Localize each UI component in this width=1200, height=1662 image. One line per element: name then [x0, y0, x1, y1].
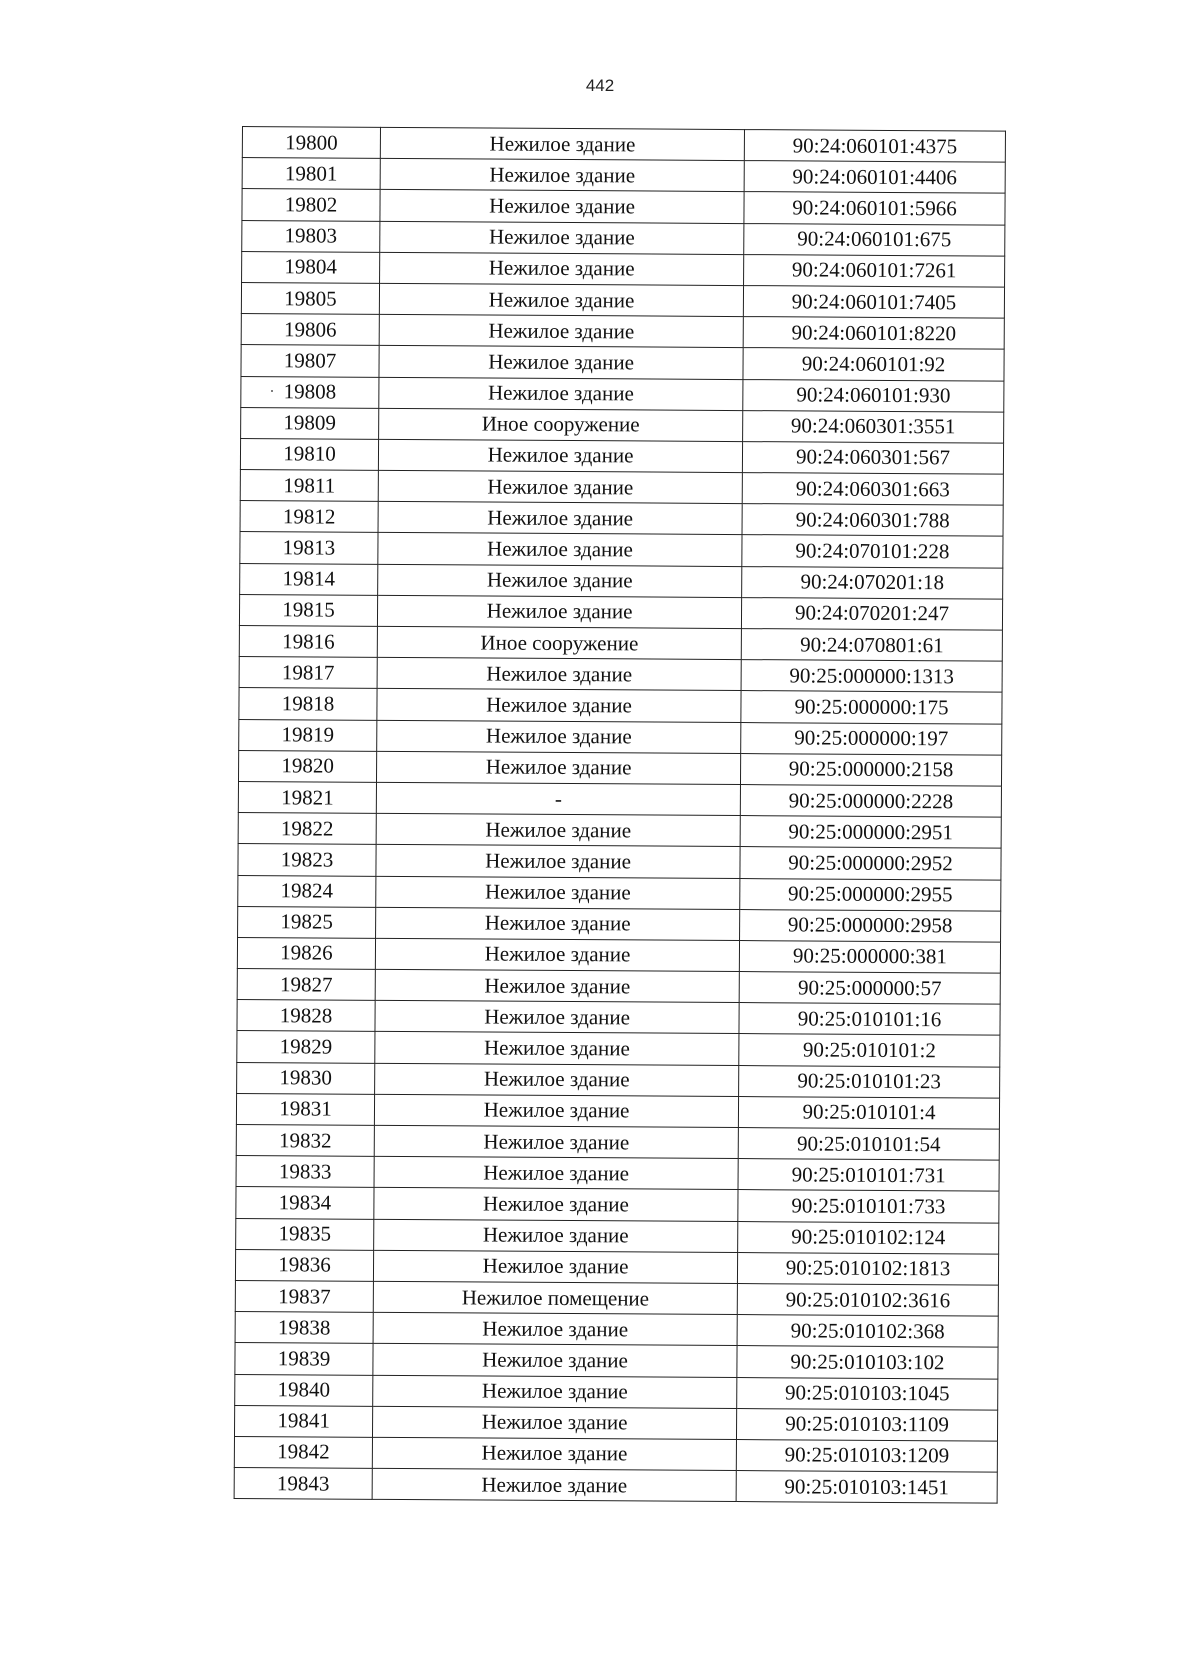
cadastral-number-cell: 90:25:010101:733 [738, 1190, 999, 1223]
object-type-cell: Нежилое здание [372, 1437, 736, 1470]
row-number-cell: 19827 [237, 969, 375, 1001]
cadastral-number-cell: 90:25:000000:2951 [740, 816, 1001, 849]
cadastral-number-cell: 90:25:010103:1209 [736, 1439, 997, 1472]
table-row [239, 719, 1002, 755]
table-row [237, 1062, 1000, 1098]
cadastral-number-cell: 90:24:060101:7261 [744, 254, 1005, 287]
cadastral-number-cell: 90:24:060301:567 [742, 441, 1003, 474]
row-number-cell: 19813 [240, 532, 378, 564]
row-number-cell: 19812 [240, 501, 378, 533]
object-type-cell: Нежилое здание [373, 1344, 737, 1377]
row-number-cell: 19805 [241, 282, 379, 314]
cadastral-number-cell: 90:25:010103:1451 [736, 1471, 997, 1504]
row-number-cell: 19818 [239, 688, 377, 720]
object-type-cell: Нежилое здание [380, 159, 744, 192]
row-number-cell: 19806 [241, 314, 379, 346]
object-type-cell: Нежилое здание [374, 1157, 738, 1190]
row-number-cell: 19836 [235, 1249, 373, 1281]
row-number-cell: 19830 [237, 1062, 375, 1094]
table-row [235, 1249, 998, 1285]
object-type-cell: Нежилое здание [378, 502, 742, 535]
cadastral-number-cell: 90:24:070801:61 [741, 629, 1002, 662]
cadastral-number-cell: 90:24:060101:7405 [743, 286, 1004, 319]
row-number-cell: 19825 [238, 906, 376, 938]
row-number-cell: 19820 [238, 750, 376, 782]
table-row [240, 470, 1003, 506]
table-row [240, 563, 1003, 599]
table-row [236, 1124, 999, 1160]
table-row [236, 1093, 999, 1129]
row-number-cell: 19831 [236, 1093, 374, 1125]
table-row [242, 158, 1005, 194]
row-number-cell: 19823 [238, 844, 376, 876]
table-row [242, 251, 1005, 287]
cadastral-number-cell: 90:25:010101:2 [739, 1034, 1000, 1067]
object-type-cell: Нежилое здание [376, 813, 740, 846]
cadastral-number-cell: 90:24:060101:675 [744, 223, 1005, 256]
cadastral-number-cell: 90:24:060101:4406 [744, 161, 1005, 194]
table-row [237, 969, 1000, 1005]
row-number-cell: 19803 [242, 220, 380, 252]
table-row [241, 407, 1004, 443]
cadastral-number-cell: 90:25:010101:54 [738, 1128, 999, 1161]
row-number-cell: 19839 [235, 1343, 373, 1375]
cadastral-number-cell: 90:24:060301:663 [742, 473, 1003, 506]
row-number-cell: 19816 [239, 625, 377, 657]
row-number-cell: 19807 [241, 345, 379, 377]
table-row [239, 657, 1002, 693]
object-type-cell: Нежилое здание [374, 1188, 738, 1221]
table-row [238, 750, 1001, 786]
object-type-cell: Нежилое здание [375, 1063, 739, 1096]
page-number: 442 [585, 76, 615, 95]
cadastral-number-cell: 90:24:060301:788 [742, 504, 1003, 537]
table-row [241, 376, 1004, 412]
row-number-cell: 19826 [237, 937, 375, 969]
row-number-cell: 19837 [235, 1280, 373, 1312]
table-row [237, 1000, 1000, 1036]
object-type-cell: Нежилое здание [380, 190, 744, 223]
object-type-cell: Иное сооружение [377, 626, 741, 659]
row-number-cell: 19835 [236, 1218, 374, 1250]
cadastral-number-cell: 90:25:010101:16 [739, 1003, 1000, 1036]
row-number-cell: 19809 [241, 407, 379, 439]
object-type-cell: Нежилое здание [377, 658, 741, 691]
cadastral-number-cell: 90:25:000000:175 [741, 691, 1002, 724]
cadastral-number-cell: 90:25:000000:197 [741, 722, 1002, 755]
table-row [240, 438, 1003, 474]
object-type-cell: - [376, 782, 740, 815]
row-number-cell: 19834 [236, 1187, 374, 1219]
row-number-cell: 19808 [241, 376, 379, 408]
object-type-cell: Нежилое здание [378, 439, 742, 472]
table-row [238, 875, 1001, 911]
object-type-cell: Нежилое здание [373, 1250, 737, 1283]
cadastral-number-cell: 90:25:010101:731 [738, 1159, 999, 1192]
row-number-cell: 19802 [242, 189, 380, 221]
cadastral-number-cell: 90:25:000000:2228 [740, 784, 1001, 817]
row-number-cell: 19841 [234, 1405, 372, 1437]
row-number-cell: 19810 [240, 438, 378, 470]
object-type-cell: Нежилое здание [374, 1125, 738, 1158]
object-type-cell: Нежилое здание [379, 283, 743, 316]
table-row [239, 625, 1002, 661]
row-number-cell: 19829 [237, 1031, 375, 1063]
object-type-cell: Нежилое здание [373, 1375, 737, 1408]
table-row [235, 1280, 998, 1316]
row-number-cell: 19824 [238, 875, 376, 907]
table-row [236, 1218, 999, 1254]
cadastral-number-cell: 90:24:060101:5966 [744, 192, 1005, 225]
cadastral-number-cell: 90:25:010103:1109 [737, 1408, 998, 1441]
cadastral-number-cell: 90:24:070201:247 [742, 597, 1003, 630]
cadastral-number-cell: 90:25:000000:2158 [741, 753, 1002, 786]
table-row [237, 1031, 1000, 1067]
table-row [235, 1312, 998, 1348]
object-type-cell: Нежилое здание [377, 689, 741, 722]
row-number-cell: 19819 [239, 719, 377, 751]
cadastral-number-cell: 90:25:010103:102 [737, 1346, 998, 1379]
row-number-cell: 19828 [237, 1000, 375, 1032]
object-type-cell: Нежилое здание [376, 876, 740, 909]
object-type-cell: Нежилое здание [373, 1312, 737, 1345]
row-number-cell: 19822 [238, 813, 376, 845]
table-row [242, 189, 1005, 225]
object-type-cell: Нежилое здание [378, 470, 742, 503]
table-row [234, 1436, 997, 1472]
object-type-cell: Нежилое здание [378, 533, 742, 566]
row-number-cell: 19804 [242, 251, 380, 283]
object-type-cell: Нежилое здание [374, 1094, 738, 1127]
table-row [238, 781, 1001, 817]
object-type-cell: Нежилое здание [379, 314, 743, 347]
row-number-cell: 19800 [242, 127, 380, 159]
cadastral-number-cell: 90:24:060101:8220 [743, 317, 1004, 350]
table-row [241, 345, 1004, 381]
table-row [241, 314, 1004, 350]
row-number-cell: 19815 [239, 594, 377, 626]
object-type-cell: Нежилое здание [379, 377, 743, 410]
object-type-cell: Нежилое здание [375, 938, 739, 971]
object-type-cell: Нежилое здание [375, 1032, 739, 1065]
cadastral-number-cell: 90:25:010102:3616 [737, 1283, 998, 1316]
cadastral-number-cell: 90:24:070201:18 [742, 566, 1003, 599]
table-row [238, 844, 1001, 880]
cadastral-number-cell: 90:25:010101:23 [739, 1065, 1000, 1098]
row-number-cell: 19843 [234, 1468, 372, 1500]
cadastral-number-cell: 90:25:000000:1313 [741, 660, 1002, 693]
row-number-cell: 19833 [236, 1156, 374, 1188]
table-row [240, 501, 1003, 537]
row-number-cell: 19817 [239, 657, 377, 689]
cadastral-number-cell: 90:25:000000:2952 [740, 847, 1001, 880]
row-number-cell: 19811 [240, 470, 378, 502]
table-row [237, 937, 1000, 973]
cadastral-number-cell: 90:25:010102:368 [737, 1315, 998, 1348]
registry-table [234, 126, 1006, 1504]
table-row [240, 532, 1003, 568]
row-number-cell: 19814 [240, 563, 378, 595]
row-number-cell: 19832 [236, 1124, 374, 1156]
cadastral-number-cell: 90:24:060101:92 [743, 348, 1004, 381]
table-row [235, 1374, 998, 1410]
object-type-cell: Нежилое здание [376, 845, 740, 878]
cadastral-number-cell: 90:25:010102:1813 [738, 1252, 999, 1285]
table-row [238, 813, 1001, 849]
table-row [236, 1187, 999, 1223]
cadastral-number-cell: 90:25:000000:381 [739, 940, 1000, 973]
table-row [239, 594, 1002, 630]
cadastral-number-cell: 90:24:060101:930 [743, 379, 1004, 412]
object-type-cell: Нежилое здание [375, 1001, 739, 1034]
table-row [242, 220, 1005, 256]
object-type-cell: Нежилое здание [378, 564, 742, 597]
object-type-cell: Нежилое здание [374, 1219, 738, 1252]
row-number-cell: 19801 [242, 158, 380, 190]
object-type-cell: Нежилое здание [377, 720, 741, 753]
object-type-cell: Нежилое здание [377, 751, 741, 784]
row-number-cell: 19838 [235, 1312, 373, 1344]
table-row [234, 1468, 997, 1504]
table-row [234, 1405, 997, 1441]
object-type-cell: Нежилое здание [380, 127, 744, 160]
cadastral-number-cell: 90:25:000000:2958 [740, 909, 1001, 942]
object-type-cell: Нежилое здание [373, 1406, 737, 1439]
cadastral-number-cell: 90:24:070101:228 [742, 535, 1003, 568]
table-row [239, 688, 1002, 724]
object-type-cell: Нежилое здание [376, 907, 740, 940]
row-number-cell: 19840 [235, 1374, 373, 1406]
object-type-cell: Иное сооружение [379, 408, 743, 441]
table-row [236, 1156, 999, 1192]
object-type-cell: Нежилое здание [379, 346, 743, 379]
table-row [235, 1343, 998, 1379]
cadastral-number-cell: 90:24:060101:4375 [744, 130, 1005, 163]
cadastral-number-cell: 90:25:010102:124 [738, 1221, 999, 1254]
object-type-cell: Нежилое помещение [373, 1281, 737, 1314]
table-row [242, 127, 1005, 163]
object-type-cell: Нежилое здание [372, 1468, 736, 1501]
object-type-cell: Нежилое здание [380, 252, 744, 285]
cadastral-number-cell: 90:24:060301:3551 [743, 410, 1004, 443]
object-type-cell: Нежилое здание [380, 221, 744, 254]
cadastral-number-cell: 90:25:010101:4 [738, 1096, 999, 1129]
registry-table-body [234, 127, 1005, 1504]
cadastral-number-cell: 90:25:010103:1045 [737, 1377, 998, 1410]
row-number-cell: 19821 [238, 781, 376, 813]
row-number-cell: 19842 [234, 1436, 372, 1468]
object-type-cell: Нежилое здание [375, 969, 739, 1002]
cadastral-number-cell: 90:25:000000:57 [739, 972, 1000, 1005]
table-row [238, 906, 1001, 942]
object-type-cell: Нежилое здание [377, 595, 741, 628]
cadastral-number-cell: 90:25:000000:2955 [740, 878, 1001, 911]
table-row [241, 282, 1004, 318]
